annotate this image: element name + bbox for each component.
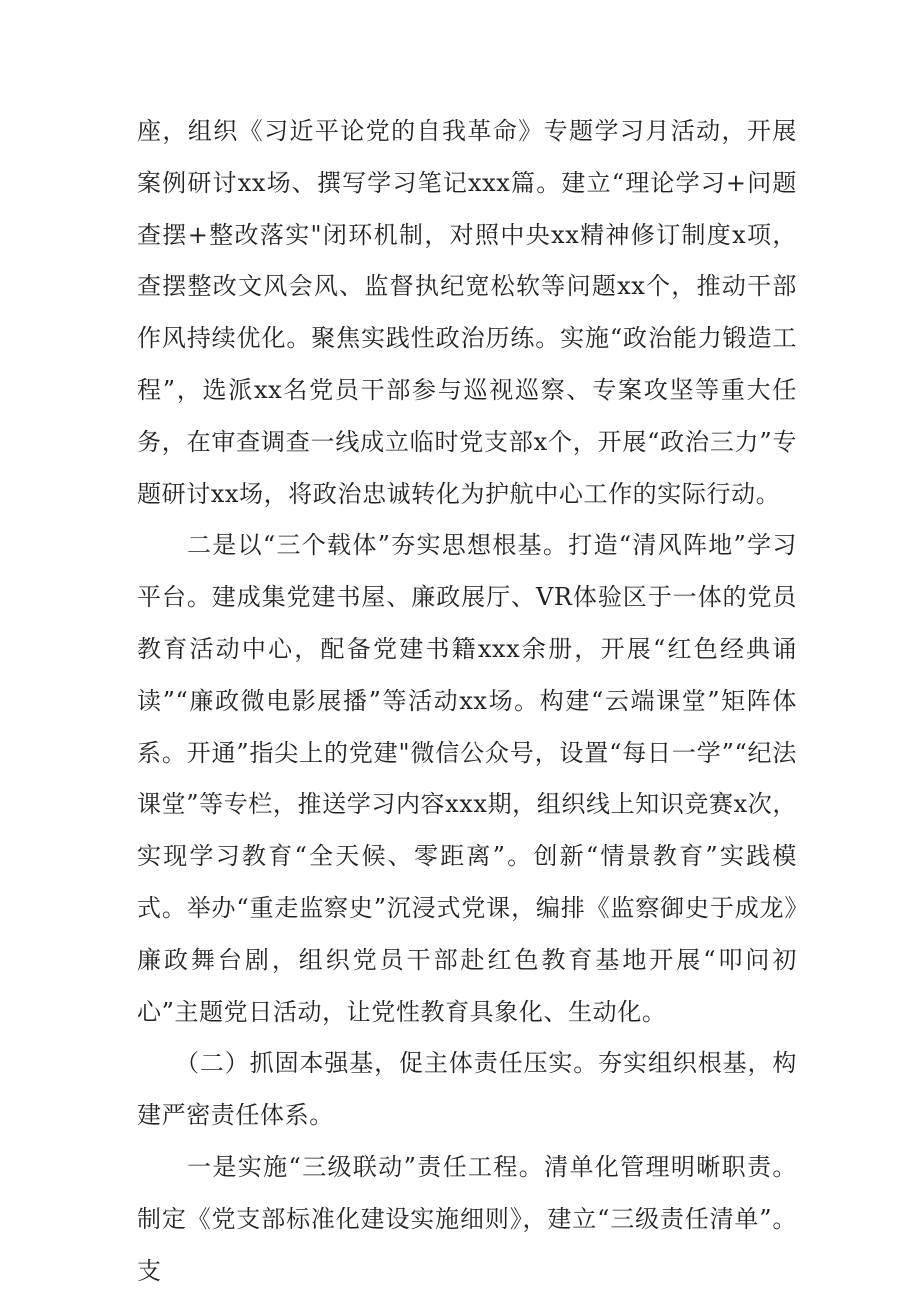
paragraph-political-training: 座，组织《习近平论党的自我革命》专题学习月活动，开展案例研讨xx场、撰写学习笔记xxx篇。建立“理论学习+问题查摆+整改落实"闭环机制，对照中央xx精神修订制度x项，查摆整改文风会风、监督执纪宽松软等问题xx个，推动干部作风持续优化。聚焦实践性政治历练。实施“政治能力锻造工程”，选派xx名党员干部参与巡视巡察、专案攻坚等重大任务，在审查调查一线成立临时党支部x个，开展“政治三力”专题研讨xx场，将政治忠诚转化为护航中心工作的实际行动。 — [137, 117, 797, 508]
document-body — [137, 106, 797, 1297]
paragraph-three-level-linkage: 一是实施“三级联动”责任工程。清单化管理明晰职责。制定《党支部标准化建设实施细则》，建立“三级责任清单”。支 — [137, 1152, 797, 1285]
paragraph-three-carriers: 二是以“三个载体”夯实思想根基。打造“清风阵地”学习平台。建成集党建书屋、廉政展厅、VR体验区于一体的党员教育活动中心，配备党建书籍xxx余册，开展“红色经典诵读”“廉政微电影展播”等活动xx场。构建“云端课堂”矩阵体系。开通”指尖上的党建"微信公众号，设置“每日一学”“纪法课堂”等专栏，推送学习内容xxx期，组织线上知识竞赛x次，实现学习教育“全天候、零距离”。创新“情景教育”实践模式。举办“重走监察史”沉浸式党课，编排《监察御史于成龙》廉政舞台剧，组织党员干部赴红色教育基地开展“叩问初心”主题党日活动，让党性教育具象化、生动化。 — [137, 531, 797, 1026]
section-heading-strengthen-foundation: （二）抓固本强基，促主体责任压实。夯实组织根基，构建严密责任体系。 — [137, 1049, 797, 1130]
